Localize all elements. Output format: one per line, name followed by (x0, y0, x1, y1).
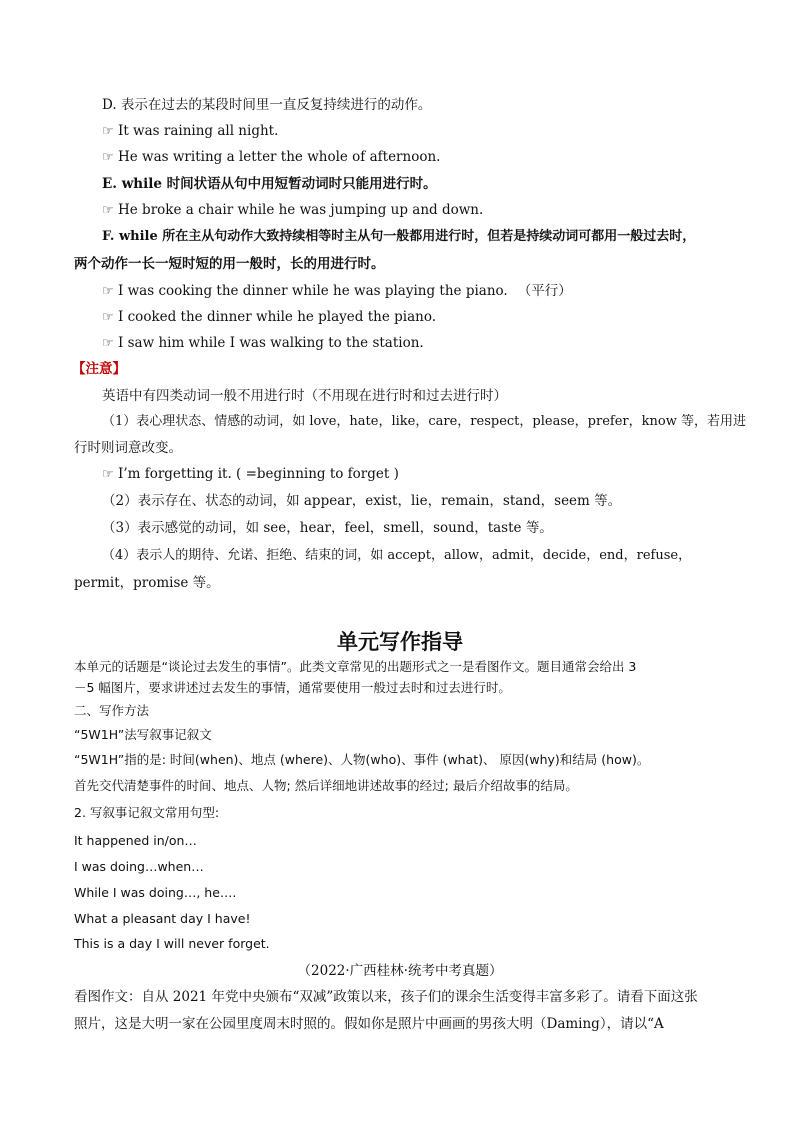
example-line (102, 465, 399, 484)
note-item-4-line2: permit，promise 等。 (74, 575, 220, 591)
section-heading: 单元写作指导 (337, 630, 463, 654)
example-note: （平行） (517, 283, 572, 299)
note-intro: 英语中有四类动词一般不用进行时（不用现在进行时和过去进行时） (102, 388, 507, 404)
task-line1: 看图作文：自从 2021 年党中央颁布“双减”政策以来，孩子们的课余生活变得丰富多彩了。请看下面这张 (74, 989, 698, 1005)
sentence-pattern: While I was doing…, he…. (74, 885, 237, 900)
sentence-pattern: It happened in/on… (74, 833, 197, 848)
sentence-pattern: I was doing…when… (74, 859, 204, 874)
pointing-hand-icon: ☞ (102, 336, 114, 351)
example-line (102, 334, 424, 353)
writing-intro-line2: －5 幅图片，要求讲述过去发生的事情，通常要使用一般过去时和过去进行时。 (74, 680, 511, 695)
example-line (102, 282, 572, 301)
pointing-hand-icon: ☞ (102, 310, 114, 325)
sentence-pattern: This is a day I will never forget. (74, 936, 270, 951)
example-text: He broke a chair while he was jumping up and down. (118, 202, 484, 218)
section-2-title: 二、写作方法 (74, 703, 150, 718)
example-text: It was raining all night. (118, 123, 279, 139)
example-text: I was cooking the dinner while he was playing the piano. (118, 283, 508, 299)
note-label: 【注意】 (72, 361, 126, 377)
example-text: I saw him while I was walking to the station. (118, 335, 424, 351)
note-item-3: （3）表示感觉的动词，如 see，hear，feel，smell，sound，taste 等。 (102, 520, 553, 536)
example-line (102, 122, 278, 141)
example-line (102, 201, 483, 220)
patterns-title: 2. 写叙事记叙文常用句型: (74, 805, 220, 820)
rule-f-title-line1: F. while 所在主从句动作大致持续相等时主从句一般都用进行时，但若是持续动词可都用一般过去时， (102, 229, 696, 244)
writing-intro-line1: 本单元的话题是“谈论过去发生的事情”。此类文章常见的出题形式之一是看图作文。题目通常会给出 3 (74, 659, 637, 674)
exam-source: （2022·广西桂林·统考中考真题） (297, 963, 503, 979)
example-text: He was writing a letter the whole of afternoon. (118, 149, 441, 165)
pointing-hand-icon: ☞ (102, 203, 114, 218)
pointing-hand-icon: ☞ (102, 284, 114, 299)
pointing-hand-icon: ☞ (102, 467, 114, 482)
note-item-4-line1: （4）表示人的期待、允诺、拒绝、结束的词，如 accept，allow，admit，decide，end，refuse， (102, 548, 692, 563)
rule-d-title: D. 表示在过去的某段时间里一直反复持续进行的动作。 (102, 97, 432, 113)
task-line2: 照片，这是大明一家在公园里度周末时照的。假如你是照片中画画的男孩大明（Daming），请以“A (74, 1016, 664, 1032)
example-text: I cooked the dinner while he played the piano. (118, 309, 437, 325)
rule-f-title-line2: 两个动作一长一短时短的用一般时，长的用进行时。 (74, 256, 385, 272)
example-text: I’m forgetting it. ( =beginning to forget ) (118, 466, 399, 482)
sentence-pattern: What a pleasant day I have! (74, 911, 251, 926)
method-title: “5W1H”法写叙事记叙文 (74, 727, 212, 742)
note-item-2: （2）表示存在、状态的动词，如 appear，exist，lie，remain，stand，seem 等。 (102, 493, 622, 509)
method-order: 首先交代清楚事件的时间、地点、人物; 然后详细地讲述故事的经过; 最后介绍故事的结局。 (74, 778, 578, 793)
pointing-hand-icon: ☞ (102, 124, 114, 139)
example-line (102, 148, 440, 167)
rule-e-title: E. while 时间状语从句中用短暂动词时只能用进行时。 (102, 176, 437, 192)
pointing-hand-icon: ☞ (102, 150, 114, 165)
method-description: “5W1H”指的是: 时间(when)、地点 (where)、人物(who)、事件 (what)、 原因(why)和结局 (how)。 (74, 752, 650, 767)
note-item-1-line2: 行时则词意改变。 (74, 440, 182, 456)
example-line (102, 308, 436, 327)
note-item-1-line1: （1）表心理状态、情感的动词，如 love，hate，like，care，respect，please，prefer，know 等，若用进 (102, 414, 746, 429)
